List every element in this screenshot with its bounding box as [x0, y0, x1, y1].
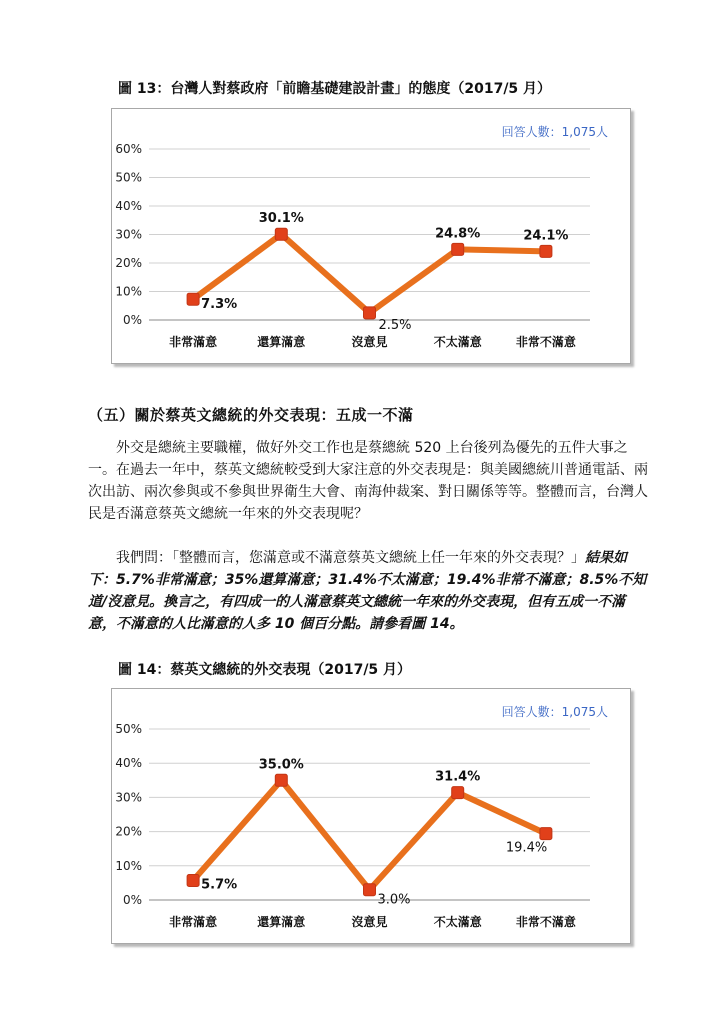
data-point — [275, 228, 287, 240]
series-line — [193, 780, 546, 889]
y-tick-label: 30% — [115, 227, 142, 242]
y-tick-label: 20% — [115, 256, 142, 270]
y-tick-label: 0% — [122, 893, 142, 907]
y-tick-label: 40% — [115, 199, 142, 213]
data-label: 3.0% — [377, 892, 411, 908]
respondents-label: 回答人數：1,075人 — [501, 705, 608, 719]
data-point — [452, 787, 464, 799]
y-tick-label: 60% — [115, 142, 142, 156]
x-tick-label: 不太滿意 — [433, 915, 482, 929]
figure-14-svg — [112, 689, 630, 943]
x-tick-label: 沒意見 — [351, 335, 388, 349]
paragraph-1 — [88, 437, 648, 525]
x-tick-label: 不太滿意 — [433, 335, 482, 349]
y-tick-label: 20% — [115, 824, 142, 839]
paragraph-1-text: 外交是總統主要職權，做好外交工作也是蔡總統 520 上台後列為優先的五件大事之一。在過去一年中，蔡英文總統較受到大家注意的外交表現是：與美國總統川普通電話、兩次出訪、兩次參與或不參與世界衛生大會、南海仲裁案、對日關係等等。整體而言，台灣人民是否滿意蔡英文總統一年來的外交表現呢？ — [88, 440, 648, 522]
x-tick-label: 非常不滿意 — [515, 335, 576, 349]
data-point — [540, 828, 552, 840]
x-tick-label: 非常滿意 — [169, 335, 218, 349]
series-line — [193, 234, 546, 313]
data-point — [364, 884, 376, 896]
x-tick-label: 沒意見 — [351, 915, 388, 929]
paragraph-2-question: 我們問：「整體而言，您滿意或不滿意蔡英文總統上任一年來的外交表現？」 — [116, 550, 585, 566]
data-point — [364, 307, 376, 319]
y-tick-label: 0% — [122, 313, 142, 327]
x-tick-label: 非常不滿意 — [515, 915, 576, 929]
data-label: 24.8% — [435, 226, 481, 242]
x-tick-label: 還算滿意 — [257, 335, 306, 349]
data-label: 2.5% — [378, 317, 412, 333]
x-tick-label: 還算滿意 — [257, 915, 306, 929]
data-point — [452, 243, 464, 255]
x-tick-label: 非常滿意 — [169, 915, 218, 929]
data-label: 5.7% — [201, 877, 238, 893]
figure-14-caption: 圖 14：蔡英文總統的外交表現（2017/5 月） — [118, 662, 412, 678]
y-tick-label: 50% — [115, 722, 142, 736]
paragraph-2-conclusion: 結果如下：5.7%非常滿意；35%還算滿意；31.4%不太滿意；19.4%非常不滿意；8.5%不知道/沒意見。換言之，有四成一的人滿意蔡英文總統一年來的外交表現，但有五成一不滿意，不滿意的人比滿意的人多 10 個百分點。請參看圖 14。 — [88, 550, 647, 632]
respondents-label: 回答人數：1,075人 — [501, 125, 608, 139]
y-tick-label: 30% — [115, 790, 142, 805]
y-tick-label: 50% — [115, 170, 142, 185]
data-label: 35.0% — [258, 757, 304, 773]
section-heading: （五）關於蔡英文總統的外交表現：五成一不滿 — [88, 406, 414, 424]
data-point — [187, 875, 199, 887]
y-tick-label: 10% — [115, 858, 142, 873]
data-label: 19.4% — [505, 840, 548, 856]
data-label: 31.4% — [435, 769, 481, 785]
data-point — [275, 774, 287, 786]
figure-13-svg — [112, 109, 630, 363]
paragraph-2-text — [88, 547, 648, 635]
y-tick-label: 40% — [115, 756, 142, 771]
data-label: 7.3% — [201, 297, 238, 313]
data-point — [540, 245, 552, 257]
data-label: 24.1% — [523, 228, 569, 244]
data-label: 30.1% — [258, 211, 304, 227]
y-tick-label: 10% — [115, 284, 142, 299]
paragraph-2 — [88, 547, 648, 635]
data-point — [187, 293, 199, 305]
figure-13-caption: 圖 13：台灣人對蔡政府「前瞻基礎建設計畫」的態度（2017/5 月） — [118, 81, 552, 97]
figure-13-chart — [111, 108, 631, 364]
figure-14-chart — [111, 688, 631, 944]
